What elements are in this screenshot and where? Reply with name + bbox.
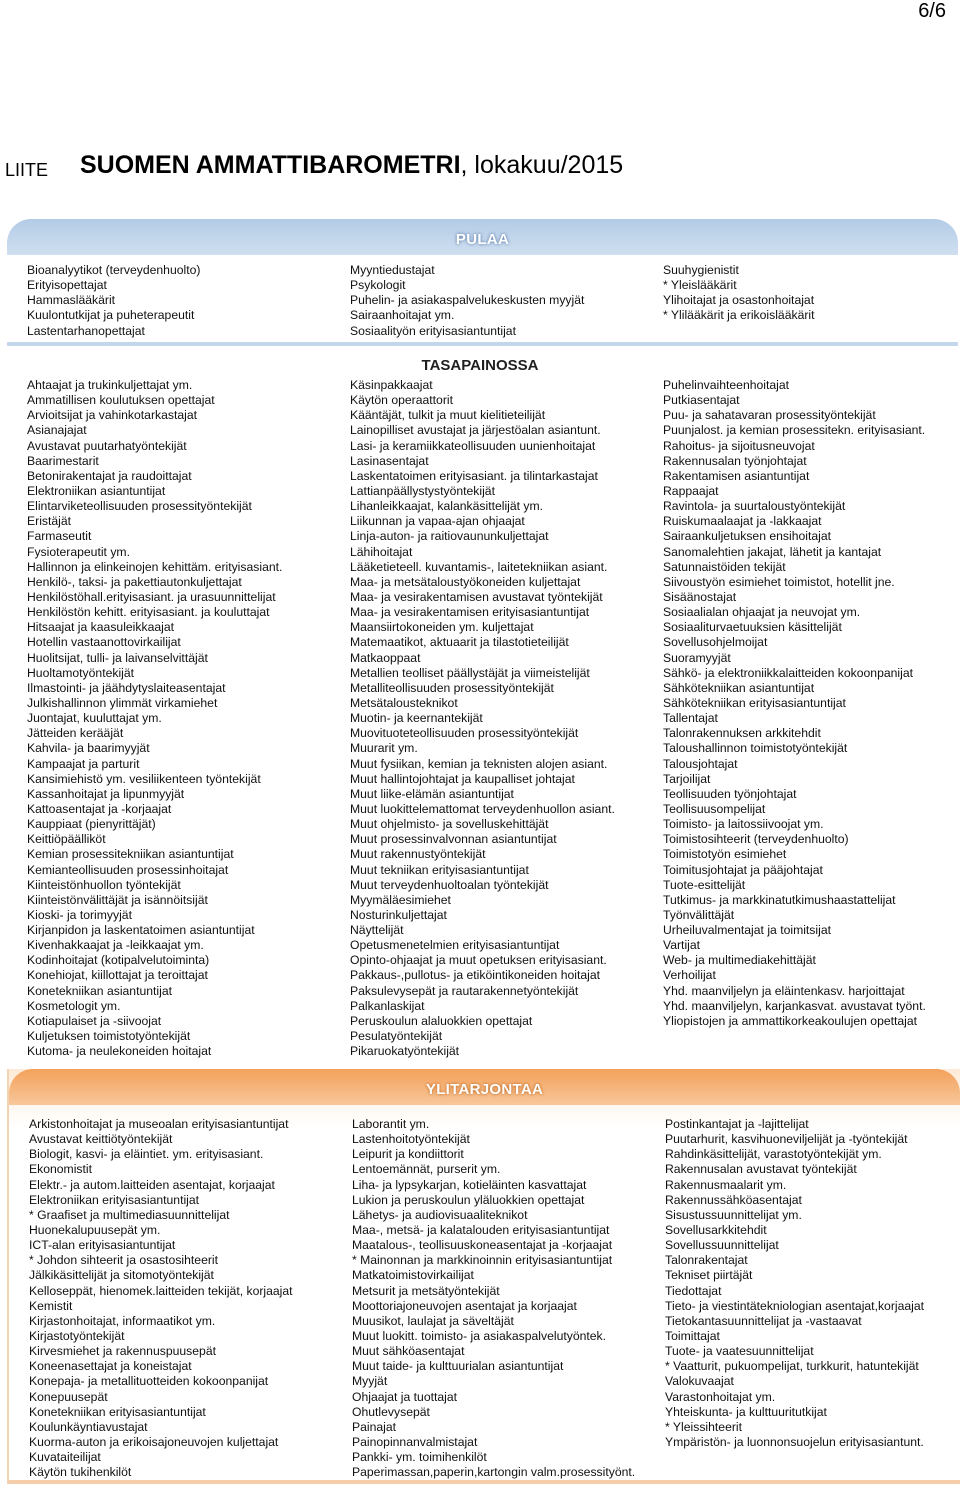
occupation-item: Muusikot, laulajat ja säveltäjät xyxy=(352,1313,514,1328)
occupation-item: Talonrakentajat xyxy=(665,1253,748,1268)
occupation-item: Hotellin vastaanottovirkailijat xyxy=(27,635,181,650)
occupation-item: Lentoemännät, purserit ym. xyxy=(352,1162,501,1177)
occupation-item: Sisustussuunnittelijat ym. xyxy=(665,1207,802,1222)
occupation-item: * Johdon sihteerit ja osastosihteerit xyxy=(29,1253,219,1268)
occupation-item: Kemian prosessitekniikan asiantuntijat xyxy=(27,847,234,862)
occupation-item: Putkiasentajat xyxy=(663,393,740,408)
occupation-item: Elektroniikan erityisasiantuntijat xyxy=(29,1192,200,1207)
occupation-item: Metsurit ja metsätyöntekijät xyxy=(352,1283,500,1298)
occupation-item: Käytön operaattorit xyxy=(350,393,453,408)
occupation-item: Muut rakennustyöntekijät xyxy=(350,847,486,862)
occupation-item: Kansimiehistö ym. vesiliikenteen työntekijät xyxy=(27,771,261,786)
occupation-item: Avustavat puutarhatyöntekijät xyxy=(27,438,187,453)
occupation-item: Painopinnanvalmistajat xyxy=(352,1434,478,1449)
occupation-item: Tietokantasuunnittelijat ja -vastaavat xyxy=(665,1313,862,1328)
occupation-item: Ammatillisen koulutuksen opettajat xyxy=(27,393,215,408)
occupation-item: Kampaajat ja parturit xyxy=(27,756,140,771)
occupation-item: Laskentatoimen erityisasiant. ja tilintarkastajat xyxy=(350,468,598,483)
occupation-item: Sovellussuunnittelijat xyxy=(665,1238,779,1253)
occupation-item: Kotiapulaiset ja -siivoojat xyxy=(27,1013,162,1028)
occupation-item: Huoltamotyöntekijät xyxy=(27,665,135,680)
occupation-item: Painajat xyxy=(352,1419,397,1434)
occupation-item: Betonirakentajat ja raudoittajat xyxy=(27,468,192,483)
occupation-item: Ravintola- ja suurtaloustyöntekijät xyxy=(663,499,846,514)
liite-label: LIITE xyxy=(5,160,49,180)
page-number: 6/6 xyxy=(918,0,946,22)
occupation-item: Maa- ja vesirakentamisen erityisasiantuntijat xyxy=(350,605,590,620)
occupation-item: Tallentajat xyxy=(663,711,718,726)
tasapainossa-col-1 xyxy=(27,378,282,1059)
occupation-item: Lukion ja peruskoulun yläluokkien opettajat xyxy=(352,1192,585,1207)
occupation-item: Maa- ja metsätaloustyökoneiden kuljettajat xyxy=(350,574,581,589)
occupation-item: Henkilöstön kehitt. erityisasiant. ja kouluttajat xyxy=(27,605,270,620)
occupation-item: Muut fysiikan, kemian ja teknisten alojen asiant. xyxy=(350,756,608,771)
occupation-item: Rakennussähköasentajat xyxy=(665,1192,802,1207)
occupation-item: Pakkaus-,pullotus- ja etiköintikoneiden hoitajat xyxy=(350,968,600,983)
occupation-item: Hitsaajat ja kaasuleikkaajat xyxy=(27,620,175,635)
occupation-item: Opinto-ohjaajat ja muut opetuksen erityisasiant. xyxy=(350,953,607,968)
occupation-item: Henkilö-, taksi- ja pakettiautonkuljettajat xyxy=(27,574,242,589)
occupation-item: Muut tekniikan erityisasiantuntijat xyxy=(350,862,529,877)
occupation-item: Taloushallinnon toimistotyöntekijät xyxy=(663,741,848,756)
title-date: , lokakuu/2015 xyxy=(460,151,624,179)
occupation-item: Biologit, kasvi- ja eläintiet. ym. erityisasiant. xyxy=(29,1147,264,1162)
occupation-item: Elintarviketeollisuuden prosessityöntekijät xyxy=(27,499,252,514)
occupation-item: Koneenasettajat ja koneistajat xyxy=(29,1359,192,1374)
occupation-item: Sisäänostajat xyxy=(663,589,737,604)
occupation-item: Rappaajat xyxy=(663,483,719,498)
occupation-item: Yhd. maanviljelyn, karjankasvat. avustavat työnt. xyxy=(663,998,926,1013)
occupation-item: * Mainonnan ja markkinoinnin erityisasiantuntijat xyxy=(352,1253,613,1268)
occupation-item: Puutarhurit, kasvihuoneviljelijät ja -työntekijät xyxy=(665,1132,908,1147)
occupation-item: Baarimestarit xyxy=(27,453,99,468)
occupation-item: Web- ja multimediakehittäjät xyxy=(663,953,816,968)
occupation-item: ICT-alan erityisasiantuntijat xyxy=(29,1238,176,1253)
section-tasapainossa xyxy=(7,378,958,1063)
occupation-item: Puhelinvaihteenhoitajat xyxy=(663,378,790,392)
occupation-item: Paperimassan,paperin,kartongin valm.prosessityönt. xyxy=(352,1465,636,1480)
occupation-item: Suuhygienistit xyxy=(663,263,739,277)
occupation-item: Jätteiden kerääjät xyxy=(27,726,124,741)
occupation-item: Lähihoitajat xyxy=(350,544,413,559)
occupation-item: Kivenhakkaajat ja -leikkaajat ym. xyxy=(27,938,204,953)
section-label-tasapainossa: TASAPAINOSSA xyxy=(421,357,539,374)
occupation-item: Eristäjät xyxy=(27,514,72,529)
occupation-item: Moottoriajoneuvojen asentajat ja korjaajat xyxy=(352,1298,577,1313)
occupation-item: Kemianteollisuuden prosessinhoitajat xyxy=(27,862,229,877)
occupation-item: Vartijat xyxy=(663,938,701,953)
occupation-item: Talousjohtajat xyxy=(663,756,738,771)
occupation-item: Matkatoimistovirkailijat xyxy=(352,1268,474,1283)
occupation-item: Liikunnan ja vapaa-ajan ohjaajat xyxy=(350,514,525,529)
occupation-item: Ekonomistit xyxy=(29,1162,92,1177)
occupation-item: Kirvesmiehet ja rakennuspuusepät xyxy=(29,1344,216,1359)
occupation-item: Konetekniikan erityisasiantuntijat xyxy=(29,1404,206,1419)
pulaa-col-3 xyxy=(663,263,815,324)
pulaa-col-2 xyxy=(350,263,584,339)
occupation-item: Muovituoteteollisuuden prosessityöntekijät xyxy=(350,726,579,741)
occupation-item: Muut terveydenhuoltoalan työntekijät xyxy=(350,877,549,892)
occupation-item: Linja-auton- ja raitiovaununkuljettajat xyxy=(350,529,549,544)
occupation-item: Kahvila- ja baarimyyjät xyxy=(27,741,150,756)
occupation-item: Metsätalousteknikot xyxy=(350,695,458,710)
occupation-item: * Yleissihteerit xyxy=(665,1419,742,1434)
occupation-item: Kassanhoitajat ja lipunmyyjät xyxy=(27,786,185,801)
occupation-item: Henkilöstöhall.erityisasiant. ja urasuunnittelijat xyxy=(27,589,276,604)
occupation-item: Hallinnon ja elinkeinojen kehittäm. erityisasiant. xyxy=(27,559,283,574)
occupation-item: Rakennusalan avustavat työntekijät xyxy=(665,1162,857,1177)
occupation-item: Avustavat keittiötyöntekijät xyxy=(29,1132,173,1147)
occupation-item: Keittiöpäälliköt xyxy=(27,832,106,847)
occupation-item: Teollisuuden työnjohtajat xyxy=(663,786,797,801)
occupation-item: Puunjalost. ja kemian prosessitekn. erityisasiant. xyxy=(663,423,926,438)
occupation-item: Liha- ja lypsykarjan, kotieläinten kasvattajat xyxy=(352,1177,587,1192)
occupation-item: Kiinteistönvälittäjät ja isännöitsijät xyxy=(27,892,208,907)
occupation-item: Metallien teolliset päällystäjät ja viimeistelijät xyxy=(350,665,590,680)
occupation-item: Valokuvaajat xyxy=(665,1374,734,1389)
ylitarjontaa-col-1 xyxy=(29,1117,293,1480)
occupation-item: Ympäristön- ja luonnonsuojelun erityisasiantunt. xyxy=(665,1434,924,1449)
occupation-item: Lattianpäällystystyöntekijät xyxy=(350,483,495,498)
occupation-item: Huolitsijat, tulli- ja laivanselvittäjät xyxy=(27,650,208,665)
occupation-item: Muurarit ym. xyxy=(350,741,418,756)
occupation-item: Rakennusmaalarit ym. xyxy=(665,1177,787,1192)
occupation-item: Maa-, metsä- ja kalatalouden erityisasiantuntijat xyxy=(352,1222,610,1237)
occupation-item: * Yleislääkärit xyxy=(663,278,737,293)
occupation-item: Myymäläesimiehet xyxy=(350,892,451,907)
occupation-item: Talonrakennuksen arkkitehdit xyxy=(663,726,821,741)
occupation-item: Tiedottajat xyxy=(665,1283,722,1298)
occupation-item: Työnvälittäjät xyxy=(663,907,735,922)
occupation-item: Kuorma-auton ja erikoisajoneuvojen kuljettajat xyxy=(29,1434,279,1449)
occupation-item: Teollisuusompelijat xyxy=(663,801,766,816)
occupation-item: Satunnaistöiden tekijät xyxy=(663,559,786,574)
occupation-item: Maansiirtokoneiden ym. kuljettajat xyxy=(350,620,534,635)
occupation-item: Juontajat, kuuluttajat ym. xyxy=(27,711,162,726)
occupation-item: Yhteiskunta- ja kulttuuritutkijat xyxy=(665,1404,827,1419)
occupation-item: Fysioterapeutit ym. xyxy=(27,544,130,559)
occupation-item: Asianajajat xyxy=(27,423,87,438)
section-label-pulaa: PULAA xyxy=(455,231,510,248)
occupation-item: Toimittajat xyxy=(665,1328,720,1343)
pulaa-col-1 xyxy=(27,263,200,339)
occupation-item: * Ylilääkärit ja erikoislääkärit xyxy=(663,308,815,323)
occupation-item: Kirjastonhoitajat, informaatikot ym. xyxy=(29,1313,216,1328)
occupation-item: Elektr.- ja autom.laitteiden asentajat, korjaajat xyxy=(29,1177,275,1192)
occupation-item: Matemaatikot, aktuaarit ja tilastotieteilijät xyxy=(350,635,569,650)
occupation-item: Käsinpakkaajat xyxy=(350,378,433,392)
occupation-item: Sähkötekniikan asiantuntijat xyxy=(663,680,815,695)
occupation-item: Ilmastointi- ja jäähdytyslaiteasentajat xyxy=(27,680,226,695)
occupation-item: Bioanalyytikot (terveydenhuolto) xyxy=(27,263,201,277)
occupation-item: Myyntiedustajat xyxy=(350,263,435,277)
section-header-pulaa xyxy=(7,219,958,255)
occupation-item: Sosiaaliturvaetuuksien käsittelijät xyxy=(663,620,842,635)
occupation-item: Urheiluvalmentajat ja toimitsijat xyxy=(663,923,831,938)
occupation-item: Tieto- ja viestintätekniologian asentajat,korjaajat xyxy=(665,1298,925,1313)
section-label-ylitarjontaa: YLITARJONTAA xyxy=(425,1081,544,1098)
occupation-item: Arvioitsijat ja vahinkotarkastajat xyxy=(27,408,198,423)
occupation-item: Sosiaalityön erityisasiantuntijat xyxy=(350,323,516,338)
occupation-item: Rakentamisen asiantuntijat xyxy=(663,468,810,483)
occupation-item: Toimitusjohtajat ja pääjohtajat xyxy=(663,862,823,877)
occupation-item: Muut hallintojohtajat ja kaupalliset johtajat xyxy=(350,771,575,786)
occupation-item: Metalliteollisuuden prosessityöntekijät xyxy=(350,680,554,695)
occupation-item: Sanomalehtien jakajat, lähetit ja kantajat xyxy=(663,544,882,559)
occupation-item: Kiinteistönhuollon työntekijät xyxy=(27,877,181,892)
occupation-item: Sovellusohjelmoijat xyxy=(663,635,768,650)
occupation-item: Tuote- ja vaatesuunnittelijat xyxy=(665,1344,814,1359)
page-title xyxy=(80,151,623,180)
occupation-item: Lihanleikkaajat, kalankäsittelijät ym. xyxy=(350,499,544,514)
occupation-item: Peruskoulun alaluokkien opettajat xyxy=(350,1013,533,1028)
occupation-item: Kelloseppät, hienomek.laitteiden tekijät, korjaajat xyxy=(29,1283,293,1298)
occupation-item: Puhelin- ja asiakaspalvelukeskusten myyjät xyxy=(350,293,585,308)
occupation-item: Konepaja- ja metallituotteiden kokoonpanijat xyxy=(29,1374,269,1389)
occupation-item: Palkanlaskijat xyxy=(350,998,425,1013)
occupation-item: Opetusmenetelmien erityisasiantuntijat xyxy=(350,938,560,953)
occupation-item: Muut luokittelemattomat terveydenhuollon asiant. xyxy=(350,801,615,816)
occupation-item: Ahtaajat ja trukinkuljettajat ym. xyxy=(27,378,193,392)
occupation-item: Maatalous-, teollisuuskoneasentajat ja -korjaajat xyxy=(352,1238,613,1253)
occupation-item: Sähkö- ja elektroniikkalaitteiden kokoonpanijat xyxy=(663,665,913,680)
occupation-item: Konepuusepät xyxy=(29,1389,108,1404)
occupation-item: Suoramyyjät xyxy=(663,650,731,665)
occupation-item: Lastenhoitotyöntekijät xyxy=(352,1132,470,1147)
occupation-item: Rahdinkäsittelijät, varastotyöntekijät ym. xyxy=(665,1147,882,1162)
occupation-item: Muut liike-elämän asiantuntijat xyxy=(350,786,514,801)
occupation-item: Muut prosessinvalvonnan asiantuntijat xyxy=(350,832,557,847)
occupation-item: Tutkimus- ja markkinatutkimushaastattelijat xyxy=(663,892,896,907)
occupation-item: Yhd. maanviljelyn ja eläintenkasv. harjoittajat xyxy=(663,983,905,998)
occupation-item: Tekniset piirtäjät xyxy=(665,1268,753,1283)
occupation-item: Paksulevysepät ja rautarakennetyöntekijät xyxy=(350,983,579,998)
occupation-item: Sairaankuljetuksen ensihoitajat xyxy=(663,529,832,544)
occupation-item: Kuljetuksen toimistotyöntekijät xyxy=(27,1029,191,1044)
occupation-item: Kosmetologit ym. xyxy=(27,998,121,1013)
occupation-item: Tuote-esittelijät xyxy=(663,877,746,892)
occupation-item: Erityisopettajat xyxy=(27,278,107,293)
occupation-item: Tarjoilijat xyxy=(663,771,711,786)
section-ylitarjontaa xyxy=(7,1069,960,1484)
occupation-item: Lähetys- ja audiovisuaaliteknikot xyxy=(352,1207,528,1222)
occupation-item: Psykologit xyxy=(350,278,406,293)
occupation-item: Hammaslääkärit xyxy=(27,293,116,308)
tasapainossa-col-3 xyxy=(663,378,926,1029)
occupation-item: Sähkötekniikan erityisasiantuntijat xyxy=(663,695,846,710)
occupation-item: Toimistotyön esimiehet xyxy=(663,847,787,862)
occupation-item: Kuvataiteilijat xyxy=(29,1450,101,1465)
occupation-item: Kattoasentajat ja -korjaajat xyxy=(27,801,172,816)
occupation-item: Ohjaajat ja tuottajat xyxy=(352,1389,458,1404)
occupation-item: Kauppiaat (pienyrittäjät) xyxy=(27,817,156,832)
occupation-item: Rakennusalan työnjohtajat xyxy=(663,453,807,468)
occupation-item: Lasi- ja keramiikkateollisuuden uunienhoitajat xyxy=(350,438,596,453)
occupation-item: Näyttelijät xyxy=(350,923,404,938)
occupation-item: Kirjastotyöntekijät xyxy=(29,1328,125,1343)
occupation-item: Elektroniikan asiantuntijat xyxy=(27,483,166,498)
occupation-item: Kioski- ja torimyyjät xyxy=(27,907,132,922)
occupation-item: Jälkikäsittelijät ja sitomotyöntekijät xyxy=(29,1268,214,1283)
occupation-item: Ruiskumaalaajat ja -lakkaajat xyxy=(663,514,822,529)
occupation-item: Muut sähköasentajat xyxy=(352,1344,465,1359)
occupation-item: * Graafiset ja multimediasuunnittelijat xyxy=(29,1207,230,1222)
occupation-item: Sosiaalialan ohjaajat ja neuvojat ym. xyxy=(663,605,861,620)
occupation-item: Varastonhoitajat ym. xyxy=(665,1389,776,1404)
occupation-item: Laborantit ym. xyxy=(352,1117,430,1131)
occupation-item: Pankki- ym. toimihenkilöt xyxy=(352,1450,487,1465)
occupation-item: Myyjät xyxy=(352,1374,388,1389)
section-pulaa xyxy=(7,219,958,346)
occupation-item: Kodinhoitajat (kotipalvelutoiminta) xyxy=(27,953,210,968)
occupation-item: Maa- ja vesirakentamisen avustavat työntekijät xyxy=(350,589,603,604)
occupation-item: Kääntäjät, tulkit ja muut kielitieteilijät xyxy=(350,408,546,423)
occupation-item: Ohutlevysepät xyxy=(352,1404,430,1419)
occupation-item: * Vaatturit, pukuompelijat, turkkurit, hatuntekijät xyxy=(665,1359,919,1374)
occupation-item: Koulunkäyntiavustajat xyxy=(29,1419,148,1434)
occupation-item: Muut ohjelmisto- ja sovelluskehittäjät xyxy=(350,817,549,832)
occupation-item: Yliopistojen ja ammattikorkeakoulujen opettajat xyxy=(663,1013,918,1028)
section-header-ylitarjontaa xyxy=(9,1069,960,1105)
occupation-item: Kuulontutkijat ja puheterapeutit xyxy=(27,308,195,323)
occupation-item: Sairaanhoitajat ym. xyxy=(350,308,455,323)
occupation-item: Lasinasentajat xyxy=(350,453,429,468)
occupation-item: Konehiojat, kiillottajat ja teroittajat xyxy=(27,968,208,983)
occupation-item: Lääketieteell. kuvantamis-, laitetekniikan asiant. xyxy=(350,559,608,574)
occupation-item: Toimistosihteerit (terveydenhuolto) xyxy=(663,832,849,847)
occupation-item: Lainopilliset avustajat ja järjestöalan asiantunt. xyxy=(350,423,601,438)
occupation-item: Matkaoppaat xyxy=(350,650,421,665)
occupation-item: Pikaruokatyöntekijät xyxy=(350,1044,460,1059)
ylitarjontaa-col-3 xyxy=(665,1117,924,1450)
occupation-item: Käytön tukihenkilöt xyxy=(29,1465,132,1480)
occupation-item: Puu- ja sahatavaran prosessityöntekijät xyxy=(663,408,876,423)
occupation-item: Huonekalupuusepät ym. xyxy=(29,1222,161,1237)
occupation-item: Arkistonhoitajat ja museoalan erityisasiantuntijat xyxy=(29,1117,289,1131)
occupation-item: Postinkantajat ja -lajittelijat xyxy=(665,1117,809,1131)
occupation-item: Nosturinkuljettajat xyxy=(350,907,447,922)
occupation-item: Pesulatyöntekijät xyxy=(350,1029,443,1044)
occupation-item: Muotin- ja keernantekijät xyxy=(350,711,483,726)
occupation-item: Kirjanpidon ja laskentatoimen asiantuntijat xyxy=(27,923,255,938)
occupation-item: Kutoma- ja neulekoneiden hoitajat xyxy=(27,1044,212,1059)
occupation-item: Julkishallinnon ylimmät virkamiehet xyxy=(27,695,218,710)
occupation-item: Verhoilijat xyxy=(663,968,716,983)
ylitarjontaa-col-2 xyxy=(352,1117,635,1480)
occupation-item: Muut taide- ja kulttuurialan asiantuntijat xyxy=(352,1359,564,1374)
occupation-item: Toimisto- ja laitossiivoojat ym. xyxy=(663,817,824,832)
occupation-item: Leipurit ja kondiittorit xyxy=(352,1147,464,1162)
occupation-item: Kemistit xyxy=(29,1298,73,1313)
occupation-item: Lastentarhanopettajat xyxy=(27,323,145,338)
occupation-item: Farmaseutit xyxy=(27,529,92,544)
occupation-item: Muut luokitt. toimisto- ja asiakaspalvelutyöntek. xyxy=(352,1328,607,1343)
occupation-item: Konetekniikan asiantuntijat xyxy=(27,983,172,998)
tasapainossa-col-2 xyxy=(350,378,615,1059)
occupation-item: Rahoitus- ja sijoitusneuvojat xyxy=(663,438,815,453)
occupation-item: Ylihoitajat ja osastonhoitajat xyxy=(663,293,815,308)
title-bold: SUOMEN AMMATTIBAROMETRI xyxy=(80,151,461,179)
occupation-item: Siivoustyön esimiehet toimistot, hotellit jne. xyxy=(663,574,895,589)
occupation-item: Sovellusarkkitehdit xyxy=(665,1222,767,1237)
